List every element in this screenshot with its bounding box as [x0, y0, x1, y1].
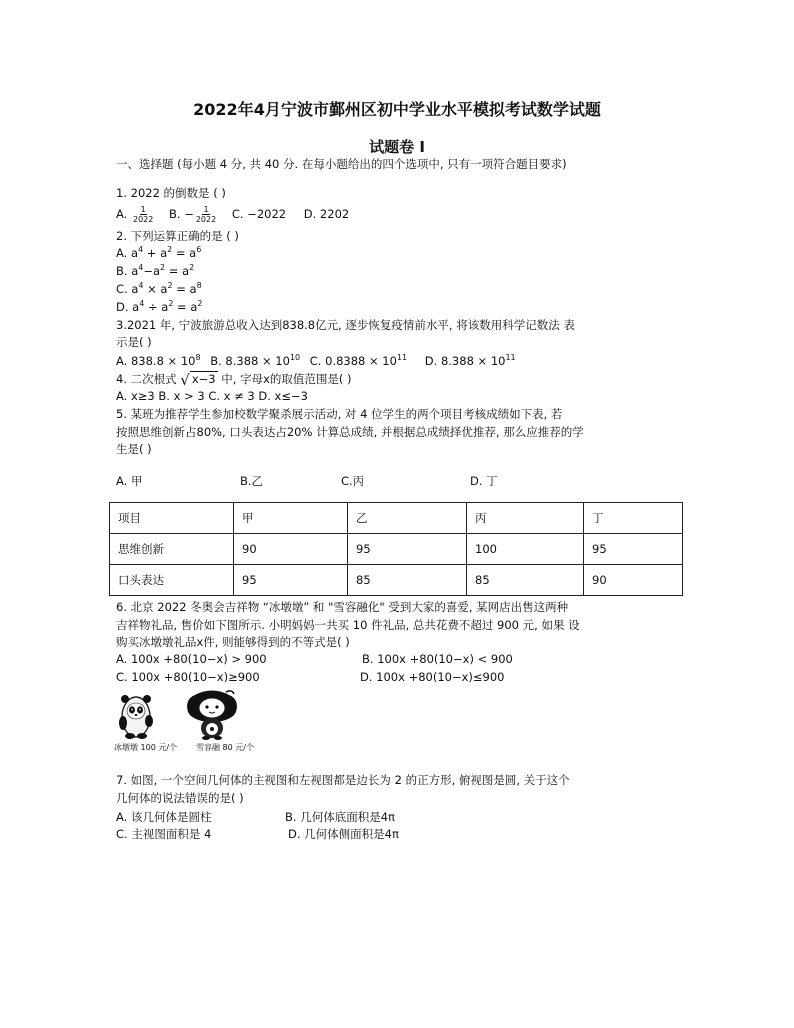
q2-option-d: D. $a^4 \div a^2 = a^2$	[116, 299, 203, 314]
table-row	[110, 534, 683, 565]
q7-stem-line1: 7. 如图, 一个空间几何体的主视图和左视图都是边长为 2 的正方形, 俯视图是圆, 关于这个	[116, 773, 570, 787]
q1-options	[116, 204, 349, 224]
q3-stem-line2: 示是( )	[116, 335, 152, 349]
q4-options: A. x≥3 B. x > 3 C. x ≠ 3 D. x≤−3	[116, 389, 308, 403]
table-header-row	[110, 503, 683, 534]
q7-option-c: C. 主视图面积是 4	[116, 827, 212, 841]
q3-option-c: C. $0.8388 \times 10^{11}$	[309, 353, 408, 368]
radical-sign: √	[180, 371, 190, 389]
q1-option-a-label: A.	[116, 207, 128, 221]
q3-options	[116, 354, 516, 368]
section-heading: 一、选择题 (每小题 4 分, 共 40 分. 在每小题给出的四个选项中, 只有一项符合题目要求)	[116, 157, 567, 171]
table-cell: 口头表达	[110, 565, 234, 596]
table-row	[110, 565, 683, 596]
q7-option-d: D. 几何体侧面积是4π	[288, 827, 399, 841]
q7-stem-line2: 几何体的说法错误的是( )	[116, 791, 244, 805]
bing-dwen-dwen-image	[119, 695, 153, 739]
q2-option-a: A. $a^4 + a^2 = a^6$	[116, 245, 202, 260]
q5-stem-line1: 5. 某班为推荐学生参加校数学聚杀展示活动, 对 4 位学生的两个项目考核成绩如下表, 若	[116, 407, 563, 421]
mascot-figure	[114, 688, 264, 752]
table-header-cell: 丙	[467, 503, 584, 534]
q1-option-b-label: B. −	[169, 207, 194, 221]
table-cell: 85	[467, 565, 584, 596]
q5-stem-line3: 生是( )	[116, 442, 152, 456]
q6-option-a: A. 100x +80(10−x) > 900	[116, 652, 267, 666]
table-header-cell: 丁	[584, 503, 683, 534]
q1-option-b-fraction: $\frac{1}{2022}$	[195, 205, 217, 224]
q6-option-c: C. 100x +80(10−x)≥900	[116, 670, 260, 684]
table-cell: 85	[348, 565, 467, 596]
q5-option-a: A. 甲	[116, 474, 143, 488]
mascot-illustration	[114, 688, 264, 740]
table-header-cell: 项目	[110, 503, 234, 534]
q3-option-b: B. $8.388 \times 10^{10}$	[210, 353, 301, 368]
q3-stem-line1: 3.2021 年, 宁波旅游总收入达到838.8亿元, 逐步恢复疫情前水平, 将该数用科学记数法 表	[116, 318, 575, 332]
q5-option-d: D. 丁	[470, 474, 498, 488]
shuey-rhon-rhon-image	[188, 691, 237, 740]
q1-option-c: C. −2022	[231, 207, 287, 221]
table-header-cell: 乙	[348, 503, 467, 534]
q5-stem-line2: 按照思维创新占80%, 口头表达占20% 计算总成绩, 并根据总成绩择优推荐, 那么应推荐的学	[116, 425, 584, 439]
table-cell: 90	[584, 565, 683, 596]
table-cell: 95	[348, 534, 467, 565]
table-cell: 90	[234, 534, 348, 565]
exam-title: 2022年4月宁波市鄞州区初中学业水平模拟考试数学试题	[193, 100, 601, 119]
table-header-cell: 甲	[234, 503, 348, 534]
shuey-rhon-rhon-caption: 雪容融 80 元/个	[196, 743, 254, 752]
score-table	[109, 502, 683, 596]
q1-stem: 1. 2022 的倒数是 ( )	[116, 186, 226, 200]
q4-stem: 4. 二次根式 √ x−3 中, 字母x的取值范围是( )	[116, 371, 352, 389]
table-cell: 95	[234, 565, 348, 596]
q4-radicand: x−3	[191, 372, 216, 386]
q7-option-b: B. 几何体底面积是4π	[285, 810, 395, 824]
q3-option-d: D. $8.388 \times 10^{11}$	[424, 353, 516, 368]
q6-option-b: B. 100x +80(10−x) < 900	[362, 652, 513, 666]
table-cell: 思维创新	[110, 534, 234, 565]
q6-stem-line3: 购买冰墩墩礼品x件, 则能够得到的不等式是( )	[116, 635, 350, 649]
q5-option-b: B.乙	[240, 474, 264, 488]
q5-option-c: C.丙	[341, 474, 365, 488]
q6-option-d: D. 100x +80(10−x)≤900	[360, 670, 505, 684]
q2-option-b: B. $a^4-a^2 = a^2$	[116, 263, 195, 278]
q7-option-a: A. 该几何体是圆柱	[116, 810, 212, 824]
q1-option-d: D. 2202	[303, 207, 350, 221]
q2-option-c: C. $a^4 \times a^2 = a^8$	[116, 281, 202, 296]
q6-stem-line1: 6. 北京 2022 冬奥会吉祥物 “冰墩墩” 和 "雪容融化" 受到大家的喜爱, 某网店出售这两种	[116, 600, 569, 614]
table-cell: 100	[467, 534, 584, 565]
q2-stem: 2. 下列运算正确的是 ( )	[116, 229, 239, 243]
q3-option-a: A. $838.8 \times 10^8$	[116, 353, 201, 368]
q6-stem-line2: 吉祥物礼品, 售价如下图所示. 小明妈妈一共买 10 件礼品, 总共花费不超过 900 元, 如果 设	[116, 618, 580, 632]
exam-subtitle: 试题卷 Ⅰ	[369, 138, 425, 156]
bing-dwen-dwen-caption: 冰墩墩 100 元/个	[114, 743, 178, 752]
table-cell: 95	[584, 534, 683, 565]
q1-option-a-fraction: $\frac{1}{2022}$	[132, 205, 154, 224]
